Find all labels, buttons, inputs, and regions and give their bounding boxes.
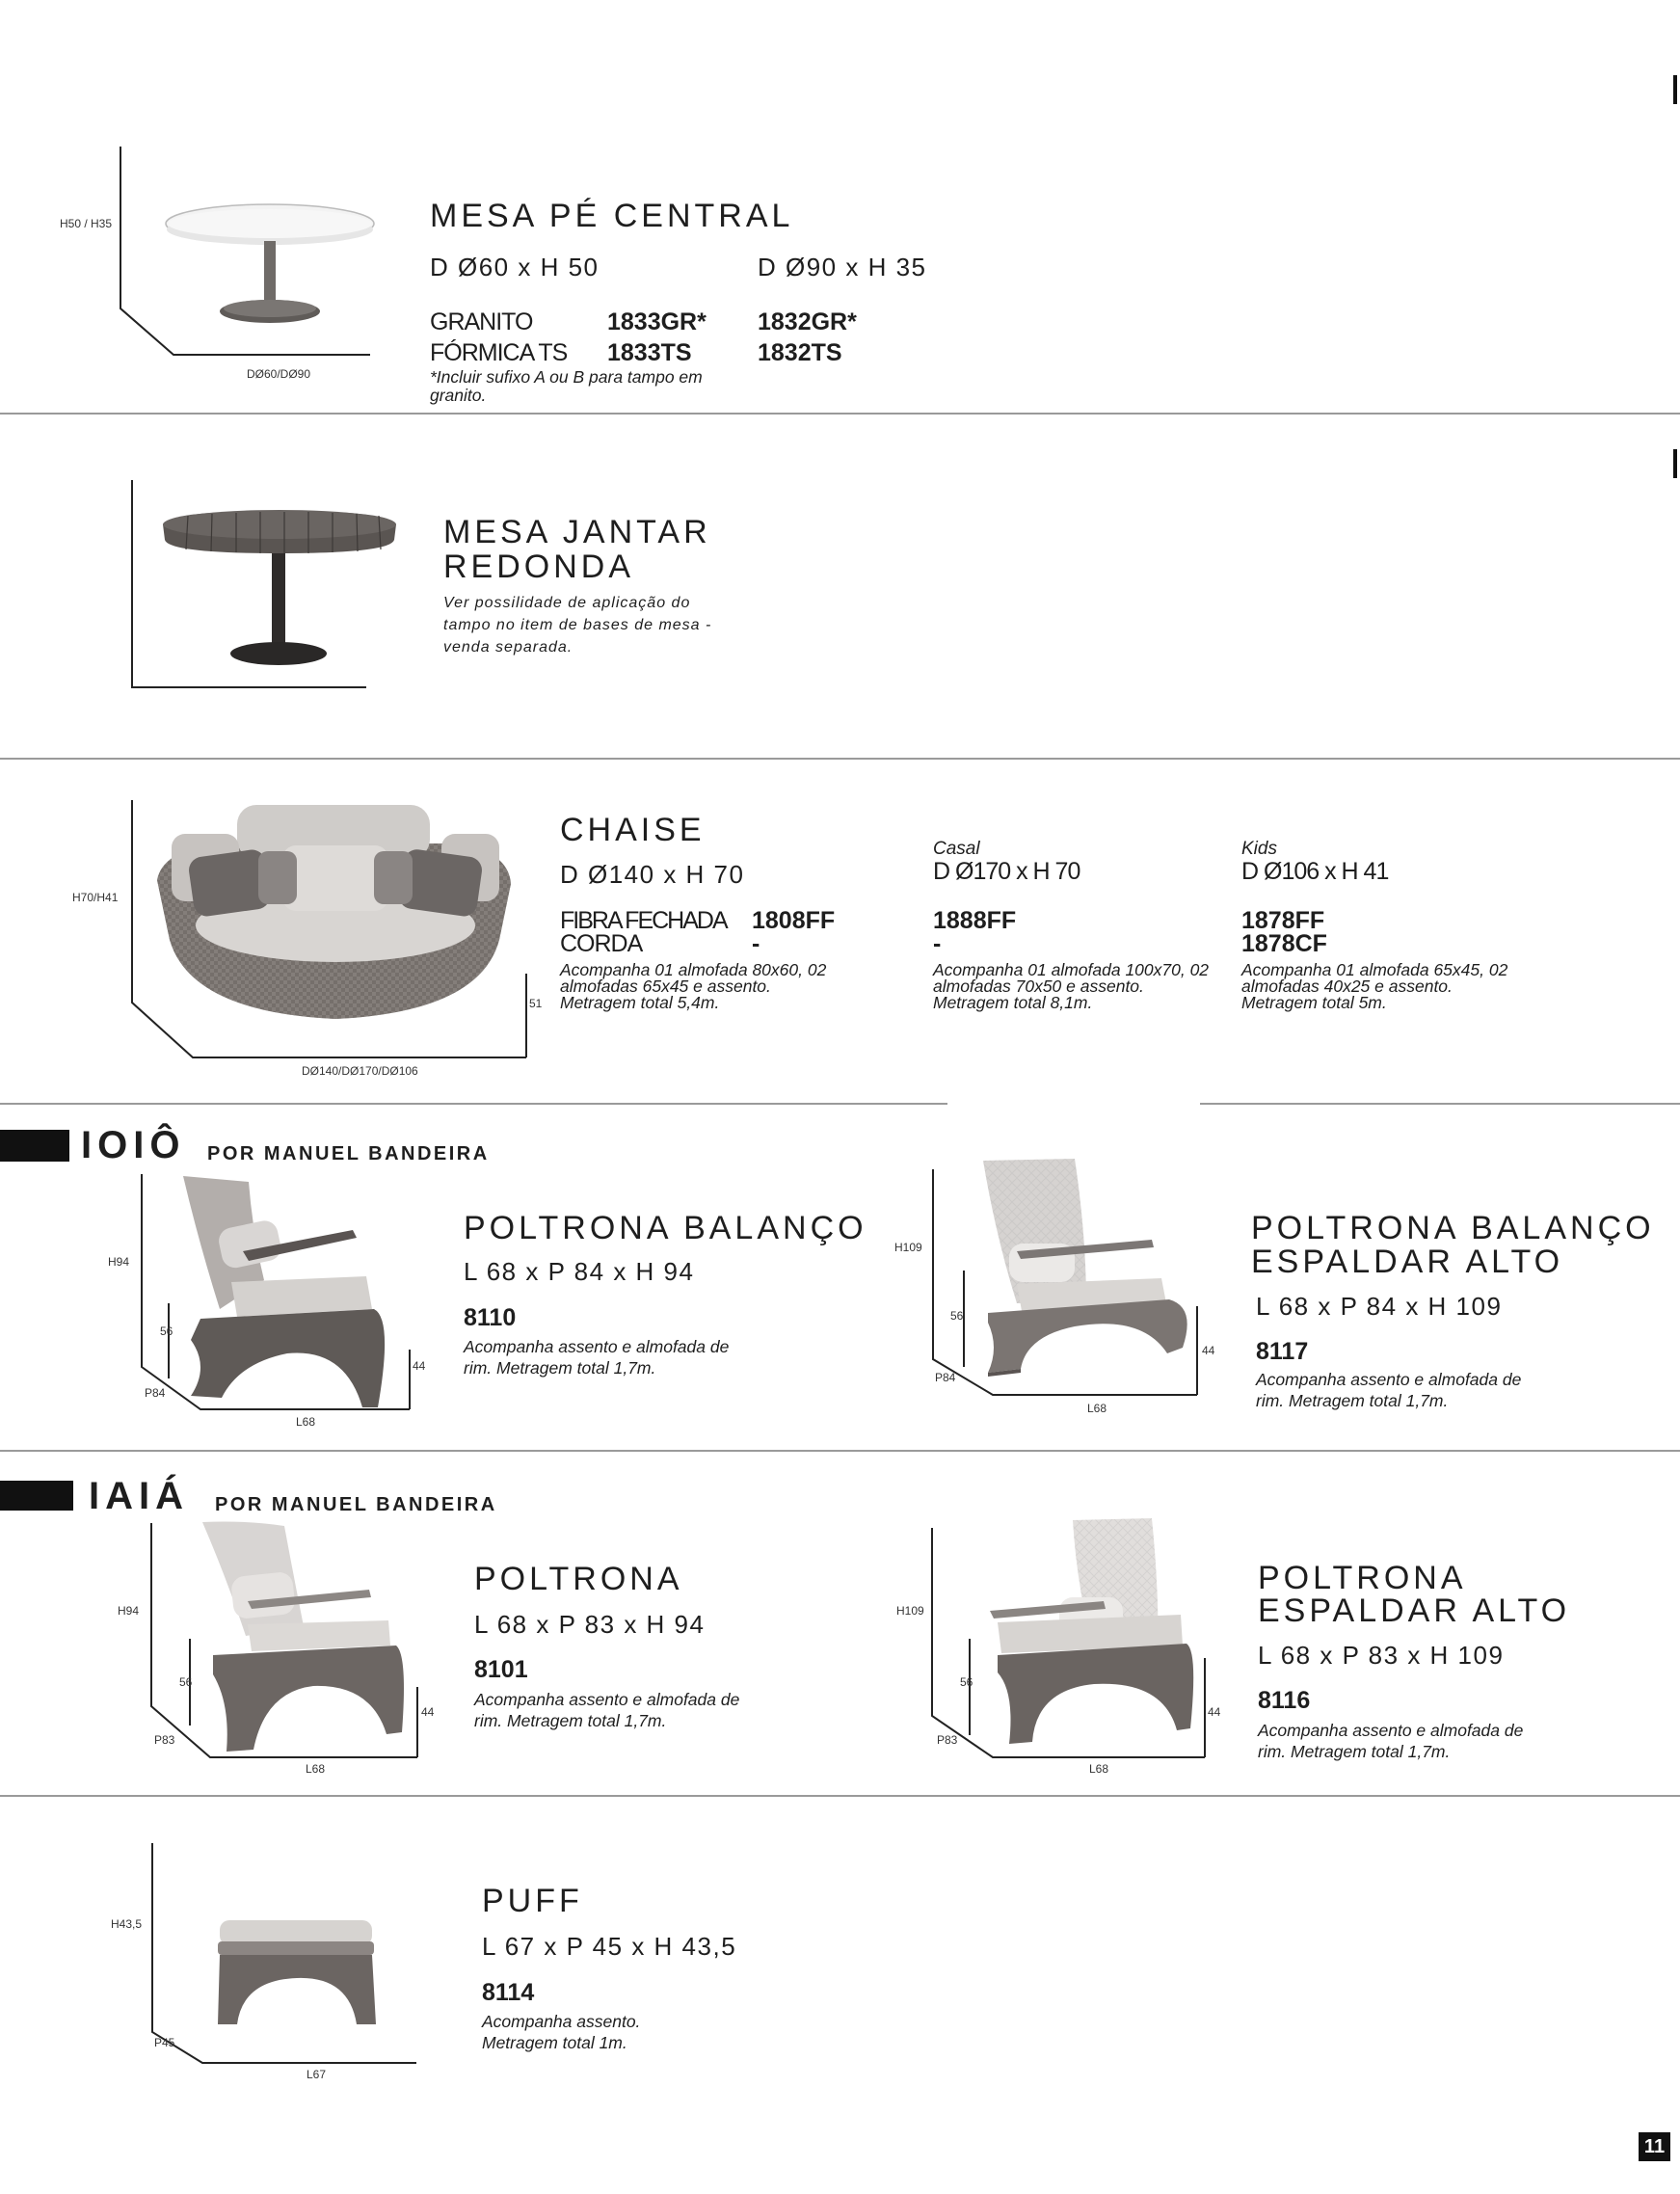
section-title: IAIÁ: [89, 1475, 189, 1517]
product-title: POLTRONA: [1258, 1560, 1467, 1596]
dimension-height-label: H94: [108, 1255, 130, 1269]
product-title: MESA JANTAR: [443, 514, 711, 550]
product-size: L 67 x P 45 x H 43,5: [482, 1932, 737, 1961]
dimension-width-label: L68: [1089, 1762, 1109, 1776]
product-code: 1878FF: [1241, 907, 1325, 934]
dimension-seat-label: 51: [529, 997, 543, 1010]
product-note: Acompanha 01 almofada 80x60, 02 almofadas 65x45 e assento. Metragem total 5,4m.: [560, 960, 827, 1012]
product-note: Ver possilidade de aplicação do tampo no item de bases de mesa - venda separada.: [443, 595, 712, 656]
product-title: REDONDA: [443, 548, 635, 585]
product-size: D Ø60 x H 50: [430, 253, 600, 281]
product-note: Acompanha assento e almofada de rim. Metragem total 1,7m.: [1256, 1370, 1522, 1410]
product-title: CHAISE: [560, 812, 706, 848]
product-title: POLTRONA: [474, 1561, 683, 1597]
dimension-arm-label: 44: [413, 1359, 426, 1373]
margin-mark: [1673, 449, 1677, 478]
product-code: 1832GR*: [758, 308, 857, 335]
product-code: 1833GR*: [607, 308, 707, 335]
product-note: Acompanha 01 almofada 65x45, 02 almofadas 40x25 e assento. Metragem total 5m.: [1241, 960, 1508, 1012]
product-code: 8101: [474, 1656, 528, 1683]
product-title: MESA PÉ CENTRAL: [430, 198, 794, 234]
product-title: POLTRONA BALANÇO: [1251, 1210, 1655, 1246]
material-label: CORDA: [560, 930, 643, 957]
margin-mark: [1673, 75, 1677, 104]
dimension-seat-label: 56: [179, 1675, 193, 1689]
dimension-width-label: L68: [296, 1415, 316, 1429]
dimension-diameter-label: DØ60/DØ90: [247, 367, 311, 381]
dimension-arm-label: 44: [1208, 1705, 1221, 1719]
dimension-diameter-label: DØ140/DØ170/DØ106: [302, 1064, 418, 1078]
product-size: D Ø170 x H 70: [933, 858, 1080, 885]
dimension-depth-label: P84: [935, 1371, 956, 1384]
product-note: Acompanha assento e almofada de rim. Metragem total 1,7m.: [1258, 1721, 1524, 1761]
product-size: D Ø140 x H 70: [560, 860, 745, 889]
variant-label: Casal: [933, 839, 980, 859]
material-label: GRANITO: [430, 308, 533, 335]
dimension-arm-label: 44: [421, 1705, 435, 1719]
dimension-depth-label: P83: [154, 1733, 175, 1747]
dimension-height-label: H70/H41: [72, 891, 119, 904]
product-size: D Ø90 x H 35: [758, 253, 927, 281]
material-label: FIBRA FECHADA: [560, 907, 727, 934]
product-code: -: [933, 930, 942, 957]
product-note: Acompanha assento e almofada de rim. Metragem total 1,7m.: [474, 1690, 740, 1730]
product-code: 1808FF: [752, 907, 836, 934]
product-code: 8117: [1256, 1338, 1309, 1365]
product-code: 1833TS: [607, 339, 692, 366]
product-code: 8116: [1258, 1687, 1311, 1714]
armchair-tall-image: [988, 1518, 1205, 1750]
product-note: Acompanha assento e almofada de rim. Metragem total 1,7m.: [464, 1337, 730, 1378]
product-code: 8114: [482, 1979, 535, 2006]
dimension-width-label: L68: [1087, 1402, 1107, 1415]
product-code: 1832TS: [758, 339, 842, 366]
dimension-height-label: H43,5: [111, 1917, 143, 1931]
product-size: D Ø106 x H 41: [1241, 858, 1389, 885]
dimension-width-label: L67: [307, 2068, 327, 2081]
dimension-depth-label: P45: [154, 2036, 175, 2049]
product-title: POLTRONA BALANÇO: [464, 1210, 867, 1246]
product-note: *Incluir sufixo A ou B para tampo em granito.: [430, 367, 703, 405]
page-number: 11: [1639, 2132, 1670, 2161]
section-author: POR MANUEL BANDEIRA: [207, 1143, 490, 1164]
dimension-width-label: L68: [306, 1762, 326, 1776]
dimension-lines: [0, 0, 434, 2082]
dimension-seat-label: 56: [960, 1675, 973, 1689]
product-code: 8110: [464, 1304, 517, 1331]
product-title: ESPALDAR ALTO: [1258, 1592, 1571, 1629]
variant-label: Kids: [1241, 839, 1277, 859]
dimension-seat-label: 56: [160, 1324, 173, 1338]
product-note: Acompanha 01 almofada 100x70, 02 almofadas 70x50 e assento. Metragem total 8,1m.: [933, 960, 1210, 1012]
product-size: L 68 x P 84 x H 109: [1256, 1292, 1503, 1321]
dimension-seat-label: 56: [950, 1309, 964, 1323]
divider: [1200, 1103, 1680, 1105]
section-author: POR MANUEL BANDEIRA: [215, 1494, 497, 1515]
section-title: IOIÔ: [81, 1124, 186, 1166]
product-size: L 68 x P 83 x H 109: [1258, 1641, 1505, 1670]
product-size: L 68 x P 83 x H 94: [474, 1610, 706, 1639]
dimension-depth-label: P84: [145, 1386, 166, 1400]
product-title: ESPALDAR ALTO: [1251, 1244, 1564, 1280]
product-code: 1888FF: [933, 907, 1017, 934]
product-title: PUFF: [482, 1883, 583, 1919]
material-label: FÓRMICA TS: [430, 339, 568, 366]
dimension-height-label: H109: [894, 1241, 922, 1254]
dimension-height-label: H50 / H35: [60, 217, 113, 230]
product-note: Acompanha assento. Metragem total 1m.: [482, 2012, 641, 2052]
product-code: 1878CF: [1241, 930, 1327, 957]
dimension-arm-label: 44: [1202, 1344, 1215, 1357]
dimension-height-label: H94: [118, 1604, 140, 1618]
dimension-height-label: H109: [896, 1604, 924, 1618]
puff-image: [214, 1916, 378, 2030]
dimension-depth-label: P83: [937, 1733, 958, 1747]
product-code: -: [752, 930, 760, 957]
product-size: L 68 x P 84 x H 94: [464, 1257, 695, 1286]
